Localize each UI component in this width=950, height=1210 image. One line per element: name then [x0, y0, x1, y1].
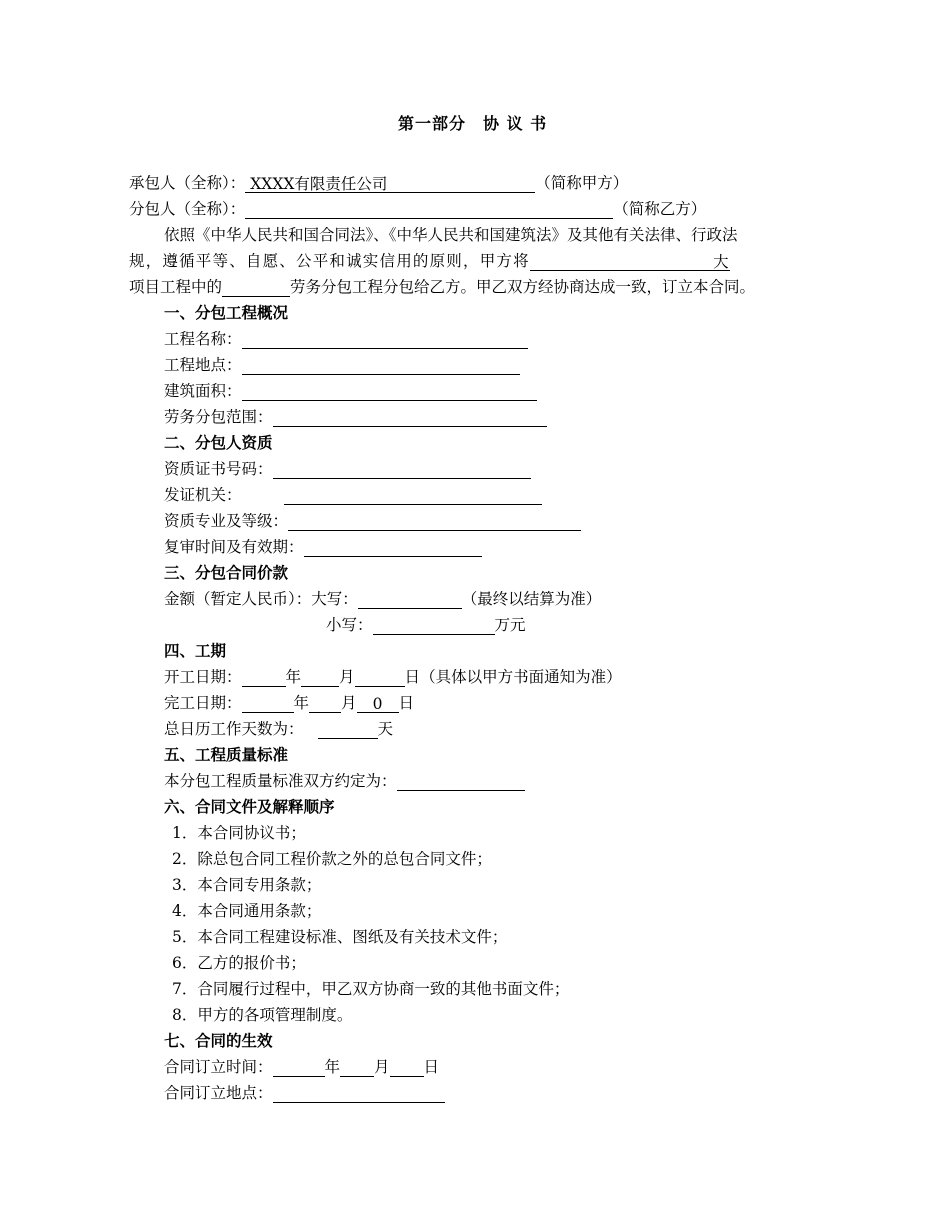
contractor-name-field[interactable]	[245, 174, 535, 193]
amount-capital-field[interactable]	[358, 590, 462, 609]
end-day-unit: 日	[398, 694, 415, 712]
building-area-line	[164, 381, 537, 401]
end-year-unit: 年	[293, 694, 310, 712]
intro-blank-tail: 大	[713, 253, 730, 271]
list-item: 4．本合同通用条款；	[172, 902, 322, 920]
sign-year-unit: 年	[324, 1058, 341, 1076]
end-month-unit: 月	[341, 694, 357, 712]
issuer-line	[164, 485, 542, 505]
sign-month-field[interactable]	[340, 1058, 374, 1077]
sign-place-field[interactable]	[273, 1084, 445, 1103]
scope-field[interactable]	[273, 408, 547, 427]
start-month-field[interactable]	[301, 668, 339, 687]
quality-line	[164, 771, 525, 791]
total-days-line	[164, 719, 393, 739]
issuer-field[interactable]	[284, 486, 542, 505]
list-item: 5．本合同工程建设标准、图纸及有关技术文件；	[172, 928, 508, 946]
amount-small-line	[326, 615, 526, 635]
project-name-field[interactable]	[242, 330, 528, 349]
amount-small-field[interactable]	[373, 616, 495, 635]
end-date-line	[164, 693, 414, 713]
section-2-heading: 二、分包人资质	[164, 434, 273, 452]
total-days-unit: 天	[377, 720, 394, 738]
subcontractor-label: 分包人（全称）：	[129, 200, 246, 218]
total-days-label: 总日历工作天数为：	[164, 720, 304, 738]
project-name-line	[164, 329, 528, 349]
start-date-label: 开工日期：	[164, 668, 242, 686]
list-item: 6．乙方的报价书；	[172, 954, 306, 972]
start-month-unit: 月	[339, 668, 355, 686]
intro-line-1: 依照《中华人民共和国合同法》、《中华人民共和国建筑法》及其他有关法律、行政法	[164, 226, 738, 244]
sign-time-label: 合同订立时间：	[164, 1058, 273, 1076]
sign-day-unit: 日	[423, 1058, 440, 1076]
amount-note: （最终以结算为准）	[461, 590, 602, 608]
project-location-line	[164, 355, 520, 375]
list-item: 3．本合同专用条款；	[172, 876, 322, 894]
section-6-heading: 六、合同文件及解释顺序	[164, 798, 335, 816]
issuer-label: 发证机关：	[164, 486, 242, 504]
sign-place-label: 合同订立地点：	[164, 1084, 273, 1102]
scope-line	[164, 407, 547, 427]
review-label: 复审时间及有效期：	[164, 538, 304, 556]
list-item: 1．本合同协议书；	[172, 824, 306, 842]
section-7-heading: 七、合同的生效	[164, 1032, 273, 1050]
contractor-line	[129, 173, 628, 193]
cert-no-field[interactable]	[273, 460, 531, 479]
cert-no-line	[164, 459, 531, 479]
intro-line-3	[129, 277, 755, 297]
contractor-name: XXXX有限责任公司	[250, 175, 388, 193]
review-field[interactable]	[304, 538, 482, 557]
specialty-field[interactable]	[288, 512, 581, 531]
project-name-label: 工程名称：	[164, 330, 242, 348]
list-item: 7．合同履行过程中，甲乙双方协商一致的其他书面文件；	[172, 980, 570, 998]
scope-label: 劳务分包范围：	[164, 408, 273, 426]
amount-small-label: 小写：	[326, 616, 373, 634]
sign-month-unit: 月	[374, 1058, 390, 1076]
list-item: 2．除总包合同工程价款之外的总包合同文件；	[172, 850, 492, 868]
subcontractor-name-field[interactable]	[245, 200, 613, 219]
intro-line-2	[129, 251, 730, 271]
specialty-line	[164, 511, 581, 531]
building-area-field[interactable]	[242, 382, 537, 401]
total-days-field[interactable]	[318, 720, 378, 739]
section-3-heading: 三、分包合同价款	[164, 564, 289, 582]
subcontractor-suffix: （简称乙方）	[613, 200, 707, 218]
page-title: 第一部分 协 议 书	[398, 114, 548, 133]
subcontractor-line	[129, 199, 706, 219]
section-4-heading: 四、工期	[164, 642, 227, 660]
project-location-field[interactable]	[242, 356, 520, 375]
cert-no-label: 资质证书号码：	[164, 460, 273, 478]
start-day-field[interactable]	[355, 668, 405, 687]
start-date-note: （具体以甲方书面通知为准）	[420, 668, 622, 686]
amount-small-unit: 万元	[494, 616, 526, 634]
specialty-label: 资质专业及等级：	[164, 512, 289, 530]
end-year-field[interactable]	[242, 694, 294, 713]
section-5-heading: 五、工程质量标准	[164, 746, 289, 764]
end-day-value: 0	[372, 695, 383, 713]
quality-field[interactable]	[397, 772, 525, 791]
amount-line	[164, 589, 601, 609]
sign-place-line	[164, 1083, 445, 1103]
end-day-field[interactable]	[357, 694, 399, 713]
building-area-label: 建筑面积：	[164, 382, 242, 400]
list-item: 8．甲方的各项管理制度。	[172, 1006, 353, 1024]
amount-label: 金额（暂定人民币）：大写：	[164, 590, 358, 608]
end-month-field[interactable]	[309, 694, 341, 713]
intro-text-3a: 项目工程中的	[129, 278, 223, 296]
sign-year-field[interactable]	[273, 1058, 325, 1077]
start-date-line	[164, 667, 622, 687]
end-date-label: 完工日期：	[164, 694, 242, 712]
section-1-heading: 一、分包工程概况	[164, 304, 289, 322]
intro-text-2: 规，遵循平等、自愿、公平和诚实信用的原则，甲方将	[129, 252, 530, 270]
sign-day-field[interactable]	[390, 1058, 424, 1077]
subpackage-blank-field[interactable]	[222, 278, 290, 297]
review-line	[164, 537, 482, 557]
quality-label: 本分包工程质量标准双方约定为：	[164, 772, 397, 790]
start-year-unit: 年	[285, 668, 302, 686]
start-year-field[interactable]	[242, 668, 286, 687]
intro-text-3b: 劳务分包工程分包给乙方。甲乙双方经协商达成一致，订立本合同。	[290, 278, 756, 296]
contractor-suffix: （简称甲方）	[535, 174, 629, 192]
project-location-label: 工程地点：	[164, 356, 242, 374]
start-day-unit: 日	[404, 668, 421, 686]
sign-time-line	[164, 1057, 439, 1077]
contractor-label: 承包人（全称）：	[129, 174, 246, 192]
project-blank-field[interactable]	[530, 252, 730, 271]
